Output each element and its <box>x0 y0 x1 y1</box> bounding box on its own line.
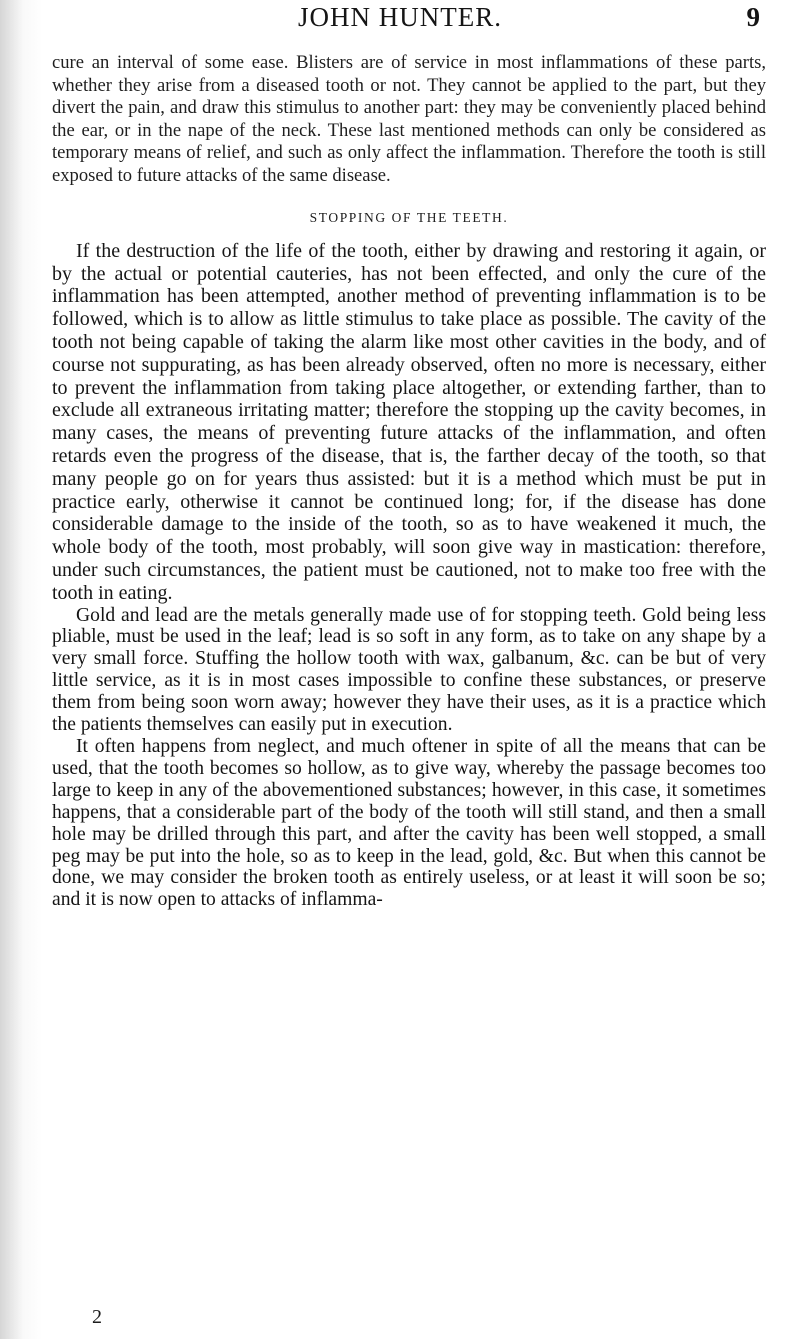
page-number: 9 <box>746 2 760 32</box>
running-head <box>0 0 800 56</box>
paragraph-4: It often happens from neglect, and much oftener in spite of all the means that can be used, that the tooth becomes so hollow, as to give way, whereby the passage becomes too large to keep in any of the abovementioned substances; however, in this case, it sometimes happens, that a considerable part of the body of the tooth will still stand, and then a small hole may be drilled through this part, and after the cavity has been well stopped, a small peg may be put into the hole, so as to keep in the lead, gold, &c. But when this cannot be done, we may consider the broken tooth as entirely useless, or at least it will soon be so; and it is now open to attacks of inflamma- <box>52 736 766 911</box>
paragraph-2: If the destruction of the life of the tooth, either by drawing and restoring it again, or by the actual or potential cauteries, has not been effected, and only the cure of the inflammation has been attempted, another method of preventing inflammation is to be followed, which is to allow as little stimulus to take place as possible. The cavity of the tooth not being capable of taking the alarm like most other cavities in the body, and of course not suppurating, as has been already observed, often no more is necessary, either to prevent the inflammation from taking place altogether, or extending farther, than to exclude all extraneous irritating matter; therefore the stopping up the cavity becomes, in many cases, the means of preventing future attacks of the inflammation, and often retards even the progress of the disease, that is, the farther decay of the tooth, so that many people go on for years thus assisted: but it is a method which must be put in practice early, otherwise it cannot be continued long; for, if the disease has done considerable damage to the inside of the tooth, so as to have weakened it much, the whole body of the tooth, most probably, will soon give way in mastication: therefore, under such circumstances, the patient must be cautioned, not to make too free with the tooth in eating. <box>52 239 766 604</box>
binding-shadow <box>0 0 42 1339</box>
paragraph-3: Gold and lead are the metals generally made use of for stopping teeth. Gold being less pliable, must be used in the leaf; lead is so soft in any form, as to take on any shape by a very small force. Stuffing the hollow tooth with wax, galbanum, &c. can be but of very little service, as it is in most cases impossible to confine these substances, or preserve them from being soon worn away; however they have their uses, as it is a practice which the patients themselves can easily put in execution. <box>52 604 766 736</box>
paragraph-1: cure an interval of some ease. Blisters are of service in most inflammations of these parts, whether they arise from a diseased tooth or not. They cannot be applied to the part, but they divert the pain, and draw this stimulus to another part: they may be conveniently placed behind the ear, or in the nape of the neck. These last mentioned methods can only be considered as temporary means of relief, and such as only affect the inflammation. Therefore the tooth is still exposed to future attacks of the same disease. <box>52 52 766 186</box>
section-heading: STOPPING OF THE TEETH. <box>309 210 509 226</box>
running-title: JOHN HUNTER. <box>298 2 502 32</box>
body-text <box>52 52 766 911</box>
signature-mark: 2 <box>92 1306 102 1328</box>
